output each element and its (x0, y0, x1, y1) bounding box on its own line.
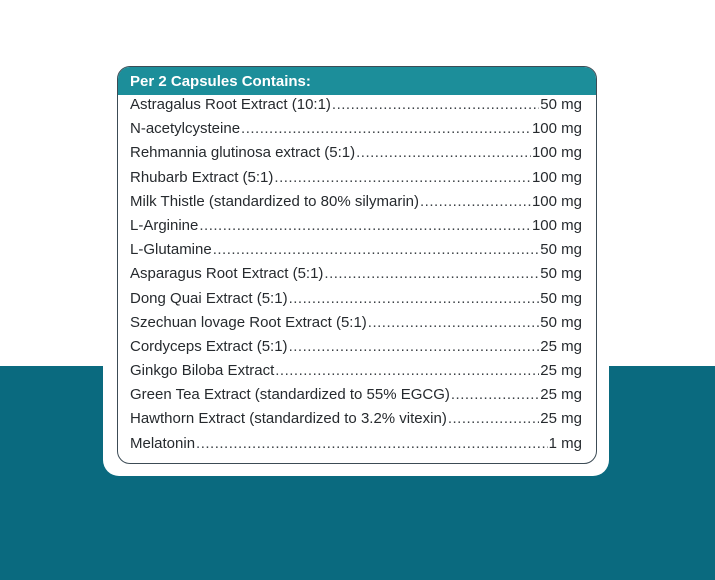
dot-leader (356, 144, 531, 161)
ingredient-name: Milk Thistle (standardized to 80% silymarin) (130, 192, 419, 210)
ingredient-name: Astragalus Root Extract (10:1) (130, 96, 331, 113)
dot-leader (274, 169, 531, 186)
ingredient-row (130, 169, 582, 193)
dot-leader (332, 96, 539, 113)
dot-leader (420, 193, 531, 210)
ingredient-name: N-acetylcysteine (130, 120, 241, 138)
dot-leader (448, 410, 539, 427)
dot-leader (199, 217, 531, 234)
ingredient-amount: 50 mg (540, 96, 582, 113)
ingredient-name: L-Arginine (130, 216, 199, 234)
ingredient-name: Asparagus Root Extract (5:1) (130, 265, 324, 283)
ingredient-name: Rhubarb Extract (5:1) (130, 168, 274, 186)
ingredient-row (130, 265, 582, 289)
panel-header: Per 2 Capsules Contains: (118, 67, 596, 95)
ingredient-row (130, 338, 582, 362)
ingredient-name: Szechuan lovage Root Extract (5:1) (130, 313, 367, 331)
ingredient-list (118, 95, 596, 459)
dot-leader (324, 265, 539, 282)
ingredient-name: Green Tea Extract (standardized to 55% EGCG) (130, 386, 450, 404)
ingredient-amount: 50 mg (540, 313, 582, 331)
ingredient-row (130, 120, 582, 144)
ingredient-row (130, 144, 582, 168)
ingredient-row (130, 410, 582, 434)
ingredient-row (130, 435, 582, 459)
ingredient-row (130, 362, 582, 386)
ingredient-name: Dong Quai Extract (5:1) (130, 289, 288, 307)
ingredient-amount: 1 mg (548, 434, 582, 452)
ingredient-row (130, 96, 582, 120)
ingredient-amount: 50 mg (540, 289, 582, 307)
ingredient-row (130, 290, 582, 314)
ingredient-name: Melatonin (130, 434, 196, 452)
dot-leader (289, 338, 540, 355)
ingredient-name: Cordyceps Extract (5:1) (130, 337, 288, 355)
dot-leader (213, 241, 540, 258)
ingredient-amount: 50 mg (540, 241, 582, 259)
ingredient-amount: 100 mg (531, 168, 582, 186)
ingredient-name: Rehmannia glutinosa extract (5:1) (130, 144, 356, 162)
ingredient-amount: 50 mg (540, 265, 582, 283)
dot-leader (196, 435, 548, 452)
ingredient-row (130, 193, 582, 217)
ingredient-amount: 100 mg (531, 192, 582, 210)
dot-leader (289, 290, 540, 307)
ingredient-amount: 25 mg (540, 410, 582, 428)
ingredient-amount: 25 mg (540, 386, 582, 404)
supplement-facts-panel (117, 66, 597, 464)
ingredient-name: L-Glutamine (130, 241, 212, 259)
ingredient-row (130, 386, 582, 410)
ingredient-amount: 100 mg (531, 120, 582, 138)
ingredient-row (130, 314, 582, 338)
ingredient-name: Hawthorn Extract (standardized to 3.2% vitexin) (130, 410, 447, 428)
dot-leader (241, 120, 531, 137)
ingredient-amount: 25 mg (540, 362, 582, 380)
ingredient-amount: 100 mg (531, 144, 582, 162)
dot-leader (451, 386, 539, 403)
dot-leader (368, 314, 540, 331)
ingredient-name: Ginkgo Biloba Extract (130, 362, 275, 380)
ingredient-amount: 100 mg (531, 216, 582, 234)
dot-leader (275, 362, 539, 379)
ingredient-amount: 25 mg (540, 337, 582, 355)
ingredient-row (130, 217, 582, 241)
ingredient-row (130, 241, 582, 265)
